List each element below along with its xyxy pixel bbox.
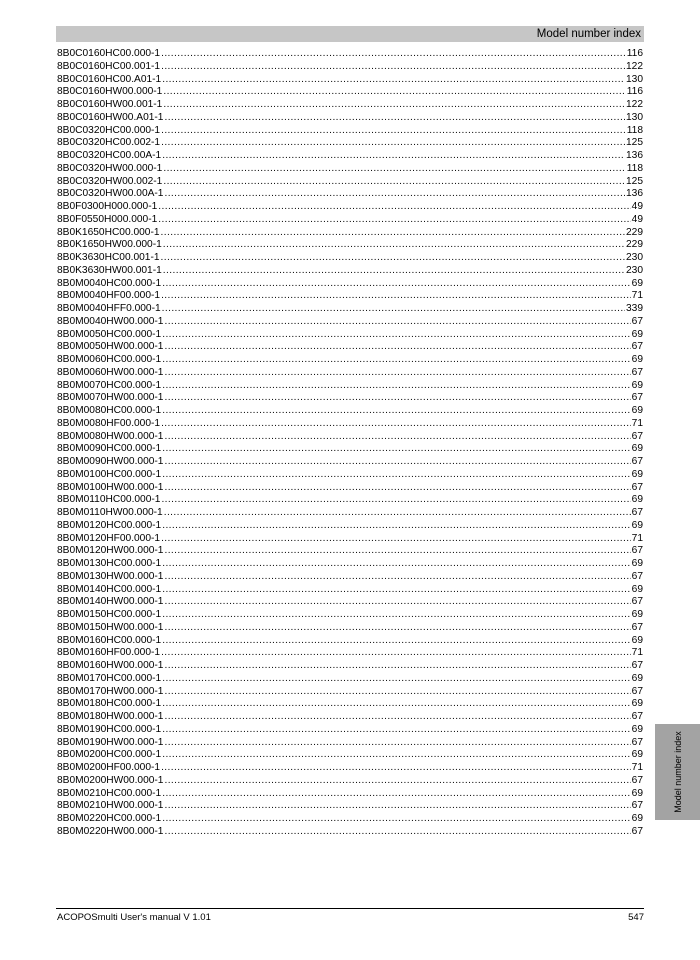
index-entry	[57, 635, 643, 648]
index-entry	[57, 201, 643, 214]
index-entry	[57, 788, 643, 801]
entry-page-number: 69	[631, 558, 643, 569]
entry-model-number: 8B0M0200HW00.000-1	[57, 774, 164, 786]
entry-model-number: 8B0M0150HC00.000-1	[57, 609, 162, 620]
entry-model-number: 8B0M0220HW00.000-1	[57, 825, 164, 837]
dot-leader	[164, 622, 630, 635]
entry-page-number: 69	[631, 468, 643, 480]
dot-leader	[164, 660, 630, 673]
entry-model-number: 8B0M0040HFF0.000-1	[57, 303, 161, 314]
dot-leader	[163, 163, 625, 176]
entry-model-number: 8B0K3630HC00.001-1	[57, 252, 160, 263]
dot-leader	[163, 265, 625, 278]
dot-leader	[164, 711, 630, 724]
index-entry	[57, 711, 643, 724]
dot-leader	[161, 494, 630, 507]
model-number-index-list	[57, 48, 643, 839]
dot-leader	[164, 686, 630, 699]
footer-page-number: 547	[628, 912, 644, 923]
dot-leader	[164, 737, 630, 750]
entry-page-number: 67	[631, 315, 643, 327]
entry-model-number: 8B0M0110HC00.000-1	[57, 494, 161, 506]
index-entry	[57, 367, 643, 380]
dot-leader	[164, 482, 630, 495]
entry-model-number: 8B0M0090HC00.000-1	[57, 443, 162, 455]
dot-leader	[164, 392, 630, 405]
entry-page-number: 69	[631, 634, 643, 646]
dot-leader	[162, 303, 625, 316]
entry-page-number: 122	[626, 60, 643, 72]
dot-leader	[163, 176, 625, 189]
entry-page-number: 67	[631, 341, 643, 353]
entry-model-number: 8B0M0210HC00.000-1	[57, 787, 162, 799]
entry-page-number: 71	[631, 647, 643, 659]
chapter-side-tab	[655, 724, 700, 820]
index-entry	[57, 749, 643, 762]
entry-page-number: 116	[626, 48, 643, 59]
dot-leader	[164, 800, 630, 813]
index-entry	[57, 418, 643, 431]
footer-divider	[56, 908, 644, 909]
dot-leader	[161, 252, 625, 265]
dot-leader	[158, 201, 630, 214]
entry-model-number: 8B0M0110HW00.000-1	[57, 507, 163, 518]
entry-page-number: 125	[626, 175, 643, 187]
dot-leader	[162, 520, 630, 533]
entry-model-number: 8B0M0170HW00.000-1	[57, 685, 164, 697]
dot-leader	[161, 227, 625, 240]
index-entry	[57, 265, 643, 278]
entry-page-number: 71	[631, 417, 643, 429]
entry-model-number: 8B0F0300H000.000-1	[57, 201, 158, 212]
dot-leader	[162, 443, 630, 456]
index-entry	[57, 86, 643, 99]
index-entry	[57, 74, 643, 87]
entry-page-number: 69	[631, 813, 643, 824]
entry-model-number: 8B0M0090HW00.000-1	[57, 456, 164, 467]
entry-model-number: 8B0M0190HW00.000-1	[57, 736, 164, 748]
entry-model-number: 8B0M0100HW00.000-1	[57, 481, 164, 493]
entry-model-number: 8B0M0150HW00.000-1	[57, 621, 164, 633]
entry-model-number: 8B0K1650HW00.000-1	[57, 239, 162, 251]
entry-model-number: 8B0C0320HC00.002-1	[57, 137, 161, 149]
index-entry	[57, 558, 643, 571]
dot-leader	[163, 86, 625, 99]
dot-leader	[164, 456, 630, 469]
entry-model-number: 8B0C0320HW00.00A-1	[57, 188, 164, 200]
index-entry	[57, 494, 643, 507]
index-entry	[57, 533, 643, 546]
index-entry	[57, 137, 643, 150]
entry-page-number: 67	[631, 507, 643, 518]
dot-leader	[161, 762, 631, 775]
entry-model-number: 8B0M0190HC00.000-1	[57, 723, 162, 735]
entry-page-number: 69	[631, 672, 643, 684]
index-entry	[57, 239, 643, 252]
entry-model-number: 8B0M0050HW00.000-1	[57, 341, 164, 353]
index-entry	[57, 227, 643, 240]
entry-model-number: 8B0M0160HC00.000-1	[57, 634, 162, 646]
index-entry	[57, 329, 643, 342]
index-entry	[57, 176, 643, 189]
entry-model-number: 8B0M0040HC00.000-1	[57, 277, 162, 289]
entry-model-number: 8B0M0180HC00.000-1	[57, 698, 162, 710]
dot-leader	[163, 99, 625, 112]
entry-page-number: 69	[631, 354, 643, 365]
entry-page-number: 67	[631, 660, 643, 671]
index-entry	[57, 278, 643, 291]
entry-page-number: 71	[631, 762, 643, 773]
index-entry	[57, 686, 643, 699]
index-entry	[57, 571, 643, 584]
index-entry	[57, 775, 643, 788]
entry-page-number: 118	[626, 124, 643, 136]
dot-leader	[164, 596, 630, 609]
dot-leader	[162, 749, 630, 762]
entry-model-number: 8B0M0040HF00.000-1	[57, 290, 161, 302]
dot-leader	[164, 826, 630, 839]
index-entry	[57, 392, 643, 405]
entry-page-number: 69	[631, 494, 643, 506]
entry-model-number: 8B0K1650HC00.000-1	[57, 226, 160, 238]
entry-model-number: 8B0M0060HW00.000-1	[57, 366, 164, 378]
index-entry	[57, 354, 643, 367]
entry-model-number: 8B0K3630HW00.001-1	[57, 264, 162, 276]
entry-page-number: 69	[631, 328, 643, 340]
entry-page-number: 67	[631, 825, 643, 837]
index-entry	[57, 150, 643, 163]
entry-model-number: 8B0M0040HW00.000-1	[57, 315, 164, 327]
index-entry	[57, 380, 643, 393]
entry-page-number: 122	[626, 99, 643, 110]
entry-model-number: 8B0M0140HC00.000-1	[57, 583, 162, 595]
dot-leader	[162, 405, 630, 418]
dot-leader	[162, 74, 625, 87]
entry-page-number: 136	[626, 188, 643, 200]
index-entry	[57, 673, 643, 686]
entry-model-number: 8B0M0070HW00.000-1	[57, 392, 164, 404]
dot-leader	[162, 150, 625, 163]
dot-leader	[161, 290, 631, 303]
dot-leader	[164, 507, 631, 520]
entry-model-number: 8B0C0160HC00.A01-1	[57, 73, 162, 85]
entry-model-number: 8B0M0120HW00.000-1	[57, 545, 164, 557]
index-entry	[57, 813, 643, 826]
entry-page-number: 136	[626, 150, 643, 161]
entry-page-number: 67	[631, 366, 643, 378]
dot-leader	[164, 545, 630, 558]
dot-leader	[162, 558, 630, 571]
entry-page-number: 69	[631, 723, 643, 735]
entry-model-number: 8B0M0130HC00.000-1	[57, 558, 162, 569]
dot-leader	[162, 354, 630, 367]
entry-page-number: 67	[631, 621, 643, 633]
entry-page-number: 69	[631, 519, 643, 531]
index-entry	[57, 469, 643, 482]
entry-page-number: 125	[626, 137, 643, 149]
entry-model-number: 8B0M0180HW00.000-1	[57, 711, 164, 722]
entry-page-number: 67	[631, 800, 643, 812]
entry-model-number: 8B0C0160HW00.000-1	[57, 86, 163, 98]
page-header	[56, 26, 644, 42]
entry-page-number: 67	[631, 570, 643, 582]
dot-leader	[162, 380, 630, 393]
dot-leader	[164, 775, 630, 788]
dot-leader	[164, 367, 630, 380]
index-entry	[57, 737, 643, 750]
entry-page-number: 49	[631, 201, 643, 212]
entry-model-number: 8B0C0160HC00.000-1	[57, 48, 161, 59]
dot-leader	[163, 239, 625, 252]
index-entry	[57, 698, 643, 711]
index-entry	[57, 596, 643, 609]
index-entry	[57, 507, 643, 520]
entry-model-number: 8B0C0160HC00.001-1	[57, 60, 161, 72]
index-entry	[57, 482, 643, 495]
index-entry	[57, 163, 643, 176]
entry-page-number: 69	[631, 379, 643, 391]
dot-leader	[164, 341, 630, 354]
entry-page-number: 116	[626, 86, 643, 98]
entry-page-number: 49	[631, 213, 643, 225]
entry-model-number: 8B0M0170HC00.000-1	[57, 672, 162, 684]
index-entry	[57, 762, 643, 775]
entry-page-number: 71	[631, 532, 643, 544]
entry-page-number: 130	[626, 111, 643, 123]
dot-leader	[162, 788, 630, 801]
dot-leader	[164, 316, 630, 329]
dot-leader	[162, 698, 630, 711]
index-entry	[57, 290, 643, 303]
entry-page-number: 67	[631, 711, 643, 722]
entry-page-number: 67	[631, 545, 643, 557]
entry-model-number: 8B0M0080HC00.000-1	[57, 405, 162, 416]
entry-page-number: 69	[631, 583, 643, 595]
entry-model-number: 8B0F0550H000.000-1	[57, 213, 158, 225]
index-entry	[57, 660, 643, 673]
index-entry	[57, 214, 643, 227]
entry-page-number: 67	[631, 430, 643, 442]
dot-leader	[164, 431, 630, 444]
entry-page-number: 130	[626, 73, 643, 85]
entry-model-number: 8B0C0320HW00.002-1	[57, 175, 163, 187]
entry-page-number: 67	[631, 685, 643, 697]
index-entry	[57, 826, 643, 839]
dot-leader	[164, 188, 625, 201]
index-entry	[57, 303, 643, 316]
entry-page-number: 71	[631, 290, 643, 302]
index-entry	[57, 609, 643, 622]
entry-model-number: 8B0M0100HC00.000-1	[57, 468, 162, 480]
entry-page-number: 118	[626, 162, 643, 174]
entry-model-number: 8B0C0160HW00.001-1	[57, 99, 163, 110]
entry-page-number: 67	[631, 736, 643, 748]
entry-model-number: 8B0M0140HW00.000-1	[57, 596, 164, 608]
index-entry	[57, 188, 643, 201]
entry-model-number: 8B0M0080HF00.000-1	[57, 417, 161, 429]
entry-model-number: 8B0M0210HW00.000-1	[57, 800, 164, 812]
index-entry	[57, 431, 643, 444]
dot-leader	[161, 48, 626, 61]
dot-leader	[162, 609, 630, 622]
index-entry	[57, 405, 643, 418]
dot-leader	[161, 125, 626, 138]
index-entry	[57, 112, 643, 125]
index-entry	[57, 622, 643, 635]
dot-leader	[164, 112, 625, 125]
index-entry	[57, 584, 643, 597]
entry-model-number: 8B0C0320HW00.000-1	[57, 162, 163, 174]
dot-leader	[158, 214, 630, 227]
entry-model-number: 8B0M0200HC00.000-1	[57, 749, 162, 761]
index-entry	[57, 341, 643, 354]
entry-page-number: 67	[631, 774, 643, 786]
entry-model-number: 8B0M0220HC00.000-1	[57, 813, 162, 824]
dot-leader	[162, 278, 630, 291]
entry-page-number: 230	[626, 252, 643, 263]
entry-page-number: 69	[631, 749, 643, 761]
entry-model-number: 8B0M0120HC00.000-1	[57, 519, 162, 531]
index-entry	[57, 545, 643, 558]
entry-page-number: 67	[631, 392, 643, 404]
entry-model-number: 8B0M0200HF00.000-1	[57, 762, 161, 773]
entry-page-number: 67	[631, 481, 643, 493]
dot-leader	[161, 137, 625, 150]
dot-leader	[162, 813, 630, 826]
entry-page-number: 69	[631, 277, 643, 289]
dot-leader	[162, 635, 630, 648]
index-entry	[57, 456, 643, 469]
index-entry	[57, 252, 643, 265]
dot-leader	[162, 469, 630, 482]
entry-page-number: 69	[631, 405, 643, 416]
entry-model-number: 8B0M0120HF00.000-1	[57, 532, 161, 544]
index-entry	[57, 724, 643, 737]
entry-page-number: 230	[626, 264, 643, 276]
entry-page-number: 229	[626, 226, 643, 238]
index-entry	[57, 443, 643, 456]
entry-page-number: 67	[631, 596, 643, 608]
entry-page-number: 339	[626, 303, 643, 314]
entry-page-number: 69	[631, 698, 643, 710]
entry-model-number: 8B0M0050HC00.000-1	[57, 328, 162, 340]
entry-model-number: 8B0M0060HC00.000-1	[57, 354, 162, 365]
dot-leader	[161, 61, 625, 74]
entry-model-number: 8B0C0320HC00.000-1	[57, 124, 161, 136]
entry-model-number: 8B0M0160HF00.000-1	[57, 647, 161, 659]
dot-leader	[161, 647, 631, 660]
entry-page-number: 69	[631, 443, 643, 455]
header-title: Model number index	[536, 28, 641, 40]
dot-leader	[161, 533, 631, 546]
entry-page-number: 67	[631, 456, 643, 467]
entry-model-number: 8B0M0130HW00.000-1	[57, 570, 164, 582]
index-entry	[57, 800, 643, 813]
index-entry	[57, 48, 643, 61]
dot-leader	[162, 329, 630, 342]
index-entry	[57, 520, 643, 533]
dot-leader	[164, 571, 630, 584]
entry-page-number: 69	[631, 609, 643, 620]
footer-manual-title: ACOPOSmulti User's manual V 1.01	[57, 912, 211, 923]
entry-model-number: 8B0C0320HC00.00A-1	[57, 150, 162, 161]
dot-leader	[162, 673, 630, 686]
entry-model-number: 8B0C0160HW00.A01-1	[57, 111, 164, 123]
index-entry	[57, 647, 643, 660]
entry-page-number: 229	[626, 239, 643, 251]
dot-leader	[162, 724, 630, 737]
entry-page-number: 69	[631, 787, 643, 799]
index-entry	[57, 61, 643, 74]
index-entry	[57, 99, 643, 112]
dot-leader	[161, 418, 631, 431]
side-tab-label: Model number index	[672, 731, 683, 813]
entry-model-number: 8B0M0160HW00.000-1	[57, 660, 164, 671]
entry-model-number: 8B0M0080HW00.000-1	[57, 430, 164, 442]
dot-leader	[162, 584, 630, 597]
index-entry	[57, 316, 643, 329]
index-entry	[57, 125, 643, 138]
entry-model-number: 8B0M0070HC00.000-1	[57, 379, 162, 391]
